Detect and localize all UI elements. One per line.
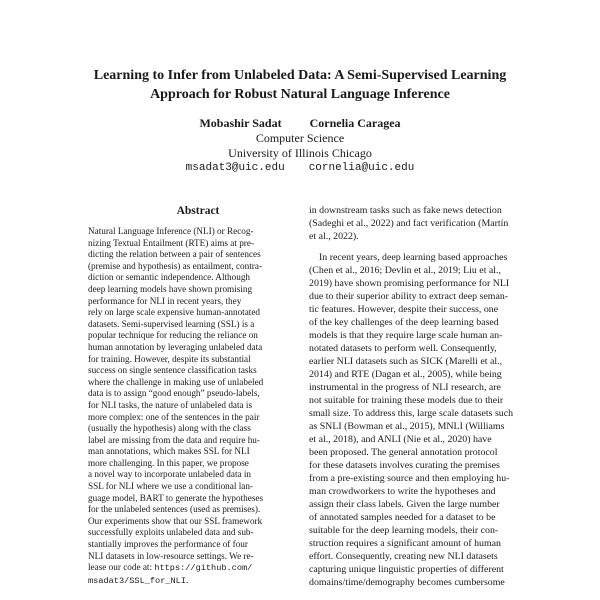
body-line: been proposed. The general annotation protocol [309,447,498,458]
abstract-line: stantially improves the performance of four [88,539,248,550]
body-line: capturing unique linguistic properties of different [309,564,504,575]
abstract-line: SSL for NLI where we use a conditional lan- [88,481,253,492]
abstract-line: success on single sentence classification tasks [88,365,257,376]
abstract-line: popular technique for reducing the reliance on [88,330,258,341]
abstract-line: for the unlabeled sentences (used as premises). [88,504,261,515]
code-url-link[interactable]: msadat3/SSL_for_NLI [88,575,186,586]
body-line: et al., 2018), and ANLI (Nie et al., 2020) have [309,434,492,445]
author-names [140,116,460,131]
body-line: small size. To address this, large scale datasets such [309,408,514,419]
body-line: (Sadeghi et al., 2022) and fact verification (Martín [309,218,509,229]
abstract-line: Natural Language Inference (NLI) or Recog- [88,226,254,236]
abstract-line: where the challenge in making use of unlabeled [88,376,264,387]
body-line: as SNLI (Bowman et al., 2015), MNLI (Williams [309,421,505,432]
abstract-code-line [88,562,278,575]
body-line: effort. Consequently, creating new NLI datasets [309,551,498,562]
body-line: In recent years, deep learning based approaches [319,252,508,263]
university: University of Illinois Chicago [228,146,372,160]
abstract-line: a novel way to incorporate unlabeled data in [88,469,252,480]
body-line: due to their superior ability to extract deep seman- [309,291,509,302]
email-line [140,161,460,176]
body-line: models is that they require large scale human an- [309,330,503,341]
body-line: in downstream tasks such as fake news detection [309,205,502,216]
abstract-line: guage model, BART to generate the hypotheses [88,492,264,503]
abstract-text [88,226,278,587]
abstract-line: nizing Textual Entailment (RTE) aims at pre- [88,237,255,248]
abstract-line: for training. However, despite its substantial [88,353,251,364]
body-line: not suitable for training these models due to their [309,395,504,406]
body-line: of annotated samples needed for a dataset to be [309,512,496,523]
author-block [140,116,460,176]
abstract-line: diction or semantic independence. Although [88,272,251,283]
code-prefix: lease our code at: [88,562,155,573]
author-name: Cornelia Caragea [309,116,401,130]
abstract-line: man annotations, which makes SSL for NLI [88,446,250,457]
body-line: notated datasets to perform well. Consequently, [309,343,497,354]
abstract-line: label are missing from the data and require hu- [88,434,260,445]
abstract-line: NLI datasets in low-resource settings. We re- [88,550,254,561]
title-line: Learning to Infer from Unlabeled Data: A Semi-Supervised Learning [93,68,507,83]
body-line: of the key challenges of the deep learning based [309,317,499,328]
abstract-code-line [88,575,278,588]
abstract-line: more complex: one of the sentences in the pair [88,411,260,422]
abstract-line: deep learning models have shown promising [88,283,253,294]
abstract-line: dicting the relation between a pair of sentences [88,249,261,260]
author-email[interactable]: msadat3@uic.edu [185,162,285,174]
body-line: domains/time/demography becomes cumbersome [309,577,505,588]
department: Computer Science [255,131,345,145]
abstract-line: Our experiments show that our SSL framework [88,515,263,526]
abstract-line: datasets. Semi-supervised learning (SSL) is a [88,318,255,329]
abstract-line: more challenging. In this paper, we propose [88,457,249,468]
body-line: instrumental in the progress of NLI research, are [309,382,501,393]
body-line: from a pre-existing source and then employing hu- [309,473,510,484]
body-line: earlier NLI datasets such as SICK (Marelli et al., [309,356,503,367]
abstract-line: human annotation by leveraging unlabeled data [88,341,263,352]
body-line: struction requires a significant amount of human [309,538,501,549]
code-url-link[interactable]: https://github.com/ [154,563,253,574]
body-line: suitable for the deep learning models, their con- [309,525,499,536]
abstract-line: successfully exploits unlabeled data and sub- [88,527,254,538]
abstract-line: for NLI tasks, the nature of unlabeled data is [88,399,253,410]
abstract-line: performance for NLI in recent years, they [88,295,242,306]
body-line: 2019) have shown promising performance for NLI [309,278,510,289]
author-email[interactable]: cornelia@uic.edu [308,162,415,174]
abstract-line: rely on large scale expensive human-annotated [88,307,261,318]
abstract-heading: Abstract [176,205,220,217]
body-line: for these datasets involves curating the premises [309,460,500,471]
body-column [309,204,529,589]
body-line: man crowdworkers to write the hypotheses and [309,486,496,497]
abstract-line: data is to assign “good enough” pseudo-labels, [88,388,260,399]
body-line: (Chen et al., 2016; Devlin et al., 2019; Liu et al., [309,265,501,276]
body-line: tic features. However, despite their success, one [309,304,499,315]
title-line: Approach for Robust Natural Language Inference [150,87,450,102]
body-line: et al., 2022). [309,231,359,242]
paper-title [40,66,560,104]
body-line: assign their class labels. Given the large number [309,499,500,510]
abstract-line: (premise and hypothesis) as entailment, contra- [88,260,262,271]
author-name: Mobashir Sadat [199,116,282,130]
code-suffix: . [186,574,189,585]
body-line: 2014) and RTE (Dagan et al., 2005), while being [309,369,502,380]
abstract-line: (usually the hypothesis) along with the class [88,423,251,434]
